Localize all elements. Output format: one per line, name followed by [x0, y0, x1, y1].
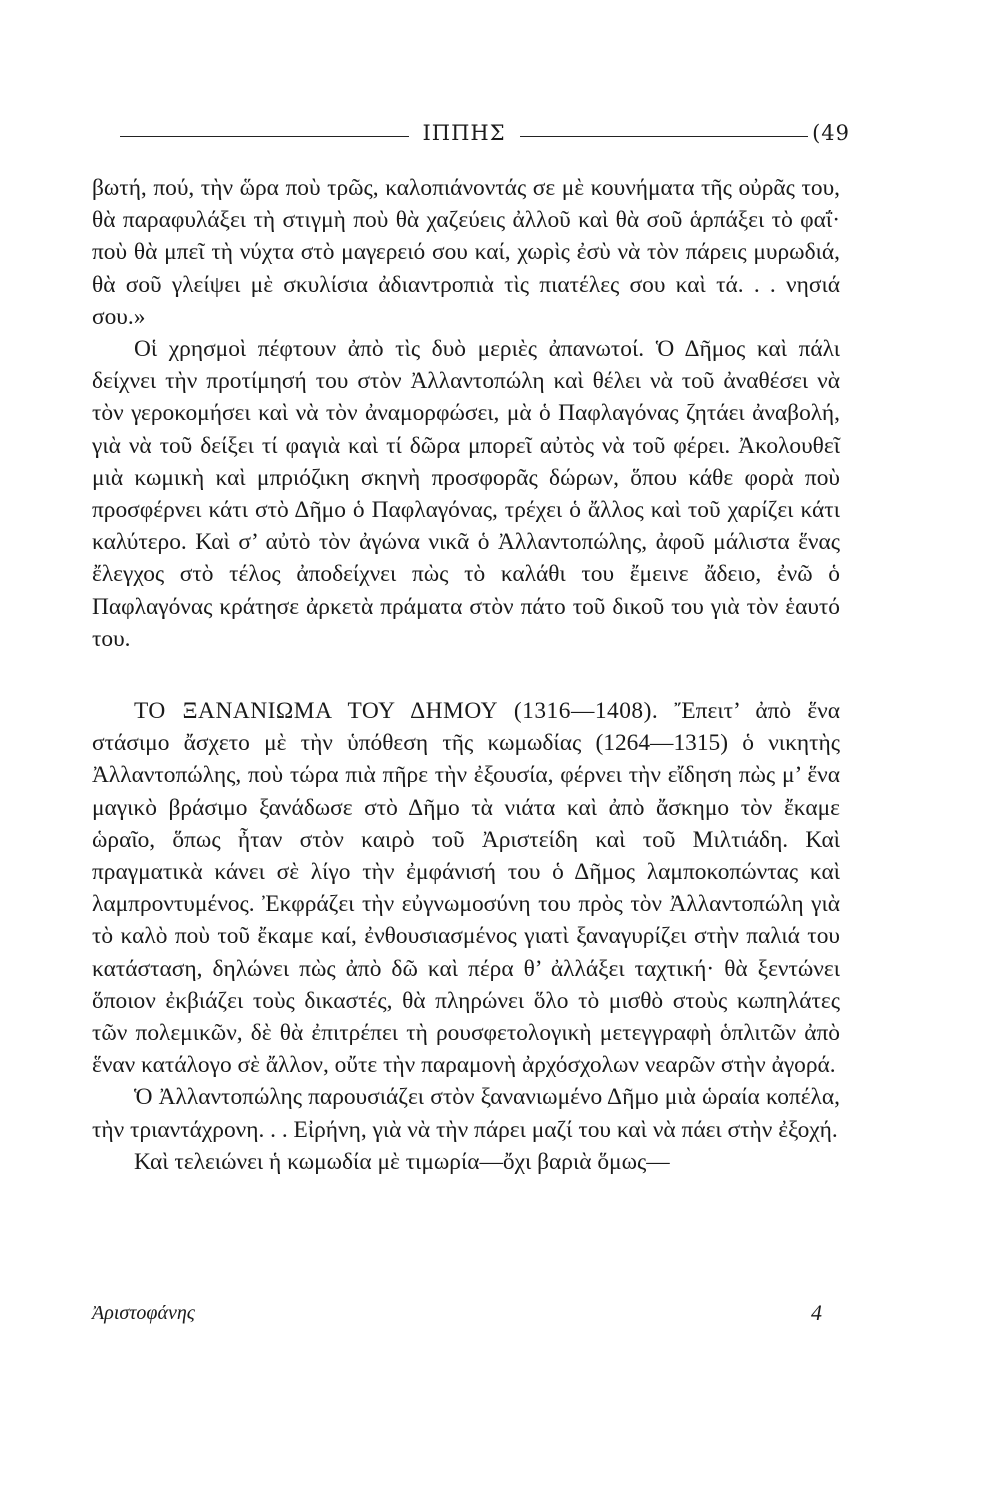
running-head-title: ΙΠΠΗΣ — [422, 121, 506, 145]
paragraph-continuation: βωτή, πού, τὴν ὥρα ποὺ τρῶς, καλοπιάνοντάς σε μὲ κουνήματα τῆς οὐρᾶς του, θὰ παραφυλάξει τὴ στιγμὴ ποὺ θὰ χαζεύεις ἀλλοῦ καὶ θὰ σοῦ ἁρπάξει τὸ φαΐ· ποὺ θὰ μπεῖ τὴ νύχτα στὸ μαγερειό σου καί, χωρὶς ἐσὺ νὰ τὸν πάρεις μυρωδιά, θὰ σοῦ γλείψει μὲ σκυλίσια ἀδιαντροπιὰ τὶς πιατέλες σου καὶ τά. . . νησιά σου.» — [92, 175, 840, 330]
header-rule-right — [520, 136, 809, 137]
paragraph-oracles: Οἱ χρησμοὶ πέφτουν ἀπὸ τὶς δυὸ μεριὲς ἀπανωτοί. Ὁ Δῆμος καὶ πάλι δείχνει τὴν προτίμησή του στὸν Ἀλλαντοπώλη καὶ θέλει νὰ τοῦ ἀναθέσει νὰ τὸν γεροκομήσει καὶ νὰ τὸν ἀναμορφώσει, μὰ ὁ Παφλαγόνας ζητάει ἀναβολή, γιὰ νὰ τοῦ δείξει τί φαγιὰ καὶ τί δῶρα μπορεῖ αὐτὸς νὰ τοῦ φέρει. Ἀκολουθεῖ μιὰ κωμικὴ καὶ μπριόζικη σκηνὴ προσφορᾶς δώρων, ὅπου κάθε φορὰ ποὺ προσφέρνει κάτι στὸ Δῆμο ὁ Παφλαγόνας, τρέχει ὁ ἄλλος καὶ τοῦ χαρίζει κάτι καλύτερο. Καὶ σ’ αὐτὸ τὸν ἀγώνα νικᾶ ὁ Ἀλλαντοπώλης, ἀφοῦ μάλιστα ἕνας ἔλεγχος στὸ τέλος ἀποδείχνει πὼς τὸ καλάθι του ἔμεινε ἄδειο, ἐνῶ ὁ Παφλαγόνας κράτησε ἀρκετὰ πράματα στὸν πάτο τοῦ δικοῦ του γιὰ τὸν ἑαυτό του. — [92, 336, 840, 652]
body-text — [92, 172, 840, 1178]
footer-author: Ἀριστοφάνης — [92, 1301, 195, 1324]
paragraph-peace: Ὁ Ἀλλαντοπώλης παρουσιάζει στὸν ξανανιωμένο Δῆμο μιὰ ὡραία κοπέλα, τὴν τριαντάχρονη. . . Εἰρήνη, γιὰ νὰ τὴν πάρει μαζί του καὶ νὰ πάει στὴν ἐξοχή. — [92, 1084, 840, 1143]
signature-mark: 4 — [811, 1300, 822, 1325]
section-text: Ἔπειτ’ ἀπὸ ἕνα στάσιμο ἄσχετο μὲ τὴν ὑπόθεση τῆς κωμωδίας (1264—1315) ὁ νικητὴς Ἀλλαντοπώλης, ποὺ τώρα πιὰ πῆρε τὴν ἐξουσία, φέρνει τὴν εἴδηση πὼς μ’ ἕνα μαγικὸ βράσιμο ξανάδωσε στὸ Δῆμο τὰ νιάτα καὶ ἀπὸ ἄσκημο τὸν ἔκαμε ὡραῖο, ὅπως ἦταν στὸν καιρὸ τοῦ Ἀριστείδη καὶ τοῦ Μιλτιάδη. Καὶ πραγματικὰ κάνει σὲ λίγο τὴν ἐμφάνισή του ὁ Δῆμος λαμποκοπώντας καὶ λαμπροντυμένος. Ἐκφράζει τὴν εὐγνωμοσύνη του πρὸς τὸν Ἀλλαντοπώλη γιὰ τὸ καλὸ ποὺ τοῦ ἔκαμε καί, ἐνθουσιασμένος γιατὶ ξαναγυρίζει στὴν παλιά του κατάσταση, δηλώνει πὼς ἀπὸ δῶ καὶ πέρα θ’ ἀλλάξει ταχτική· θὰ ξεντώνει ὅποιον ἐκβιάζει τοὺς δικαστές, θὰ πληρώνει ὅλο τὸ μισθὸ στοὺς κωπηλάτες τῶν πολεμικῶν, δὲ θὰ ἐπιτρέπει τὴ ρουσφετολογικὴ μετεγγραφὴ ὁπλιτῶν ἀπὸ ἕναν κατάλογο σὲ ἄλλον, οὔτε τὴν παραμονὴ ἀρχόσχολων νεαρῶν στὴν ἀγορά. — [92, 698, 840, 1079]
section-title: ΤΟ ΞΑΝΑΝΙΩΜΑ ΤΟΥ ΔΗΜΟΥ (1316—1408). — [134, 698, 659, 725]
page-footer — [92, 1296, 840, 1330]
running-head — [120, 118, 850, 148]
paragraph-ending: Καὶ τελειώνει ἡ κωμωδία μὲ τιμωρία—ὄχι βαριὰ ὅμως— — [134, 1148, 670, 1175]
paragraph-section — [92, 695, 840, 1081]
page-number: (49 — [812, 121, 851, 145]
header-rule-left — [120, 136, 409, 137]
